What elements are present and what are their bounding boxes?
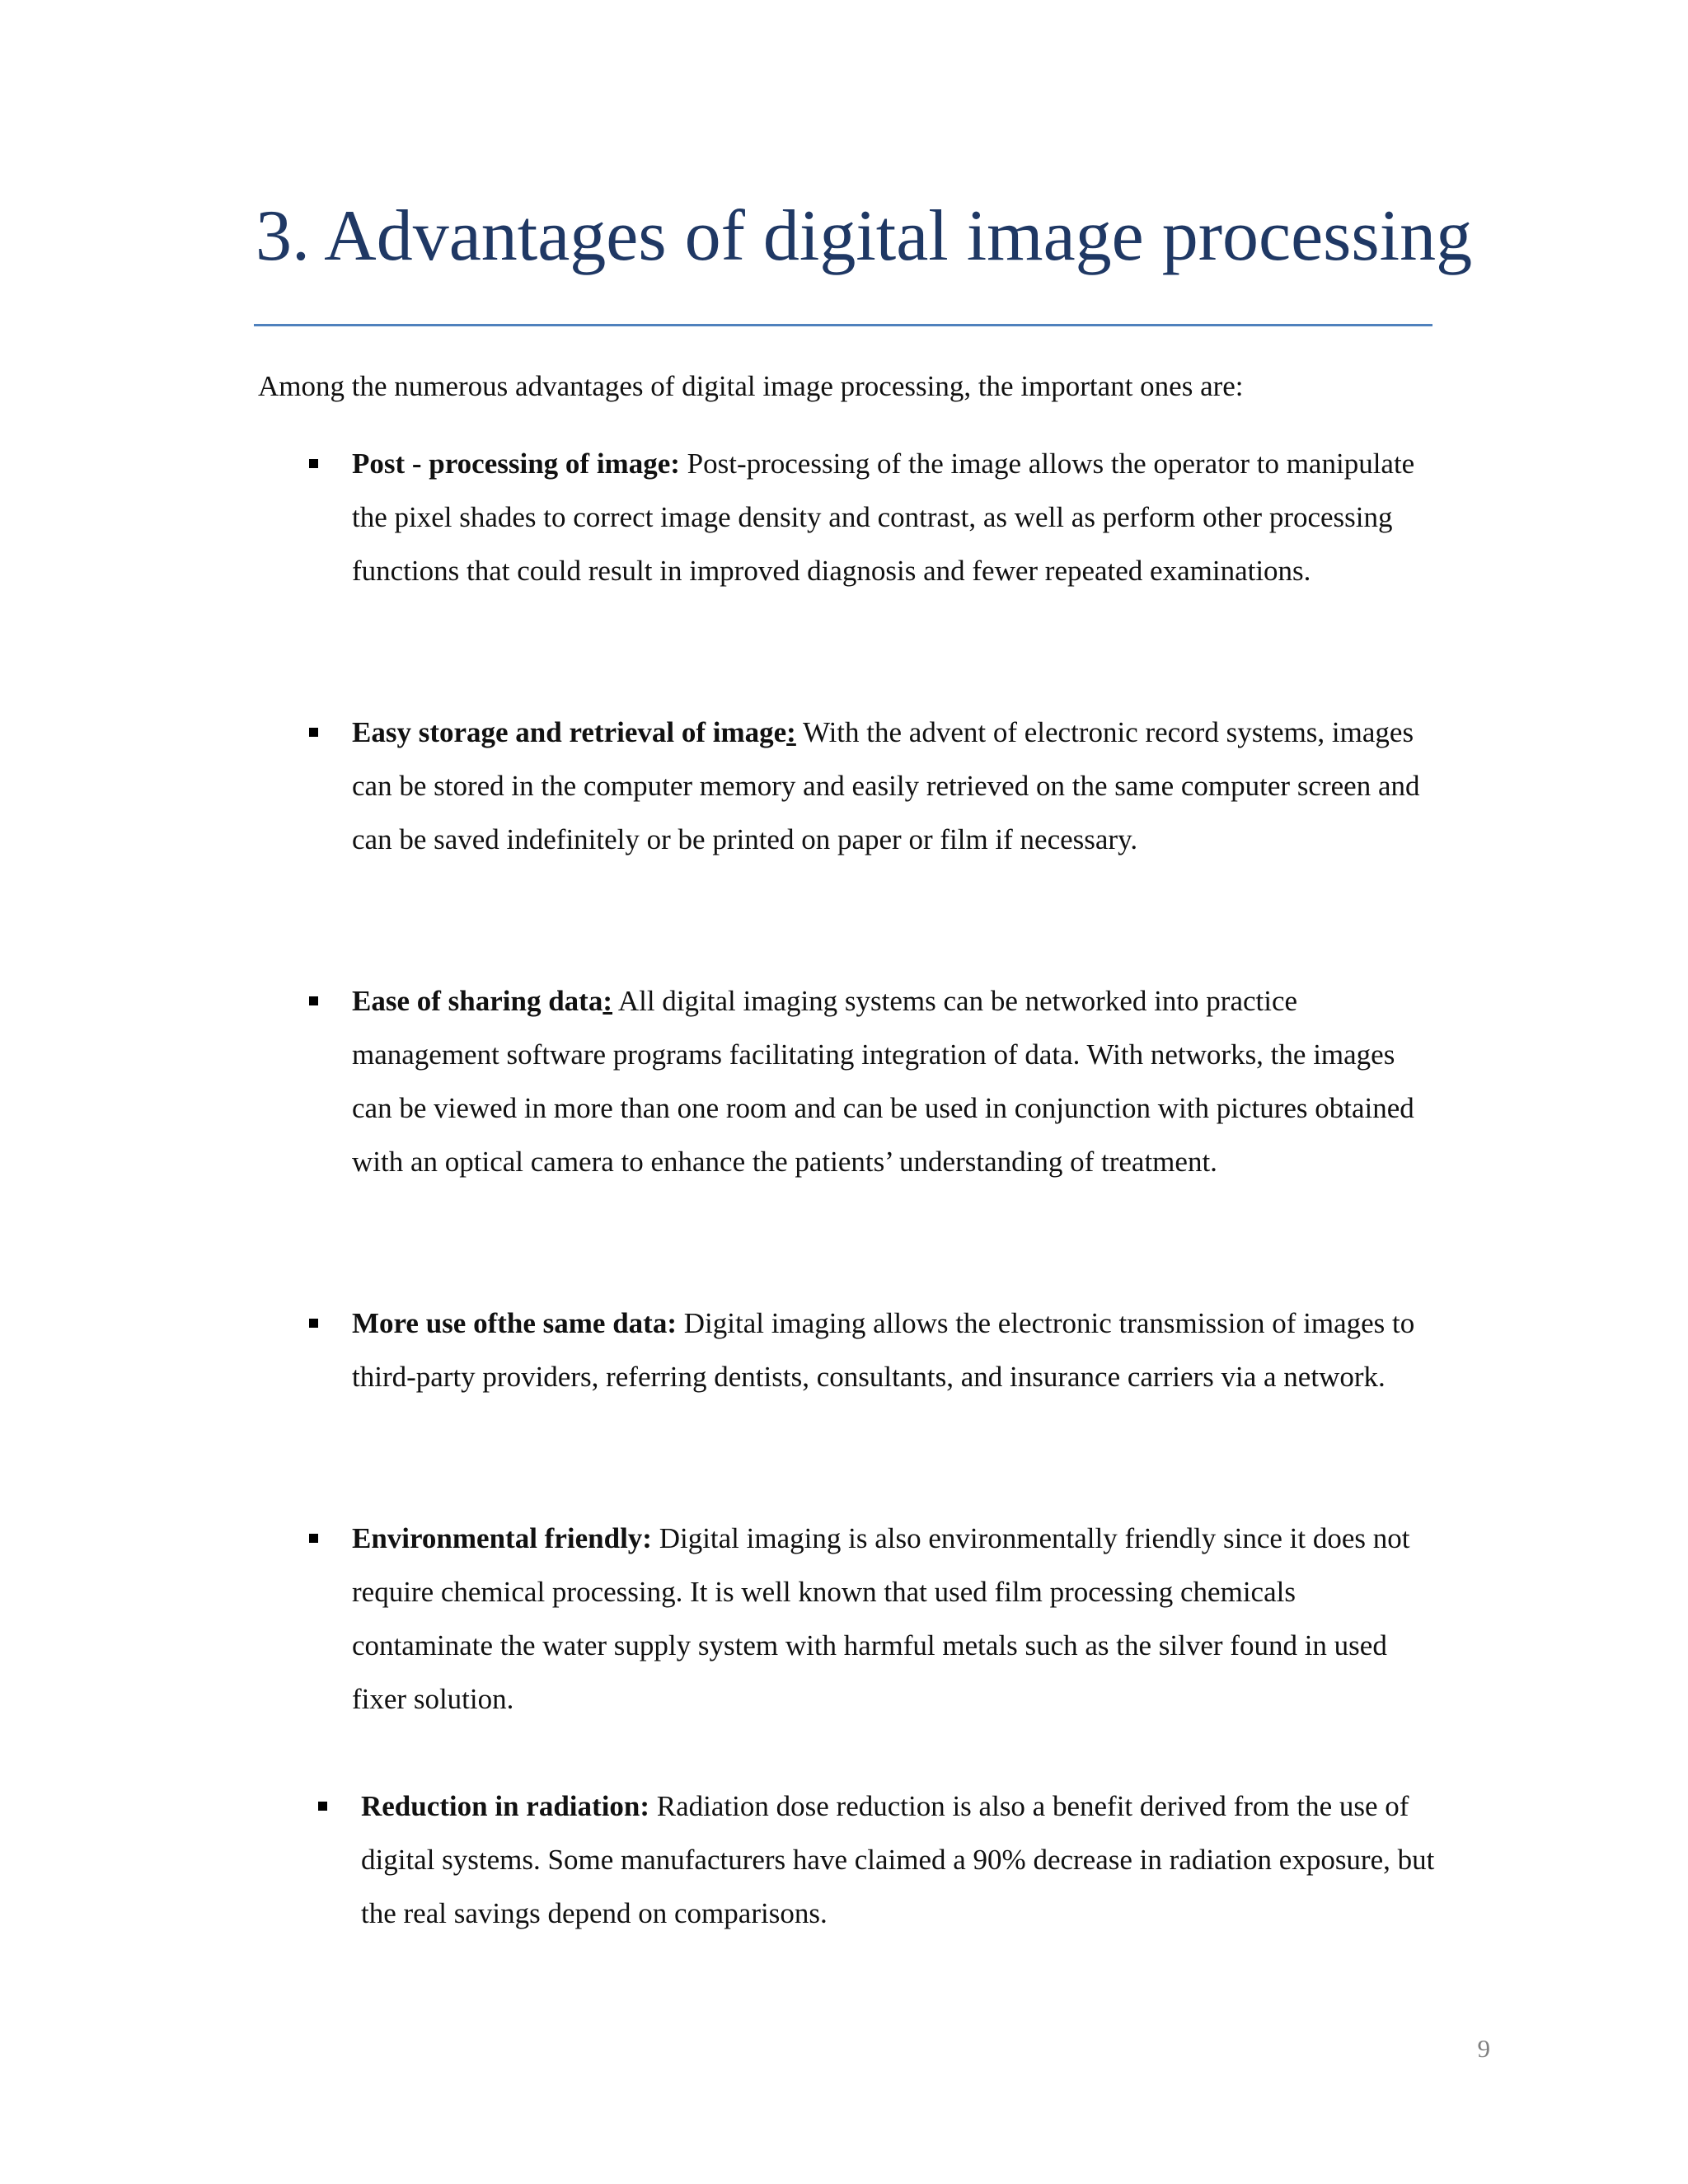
square-bullet-icon: [318, 1802, 327, 1811]
intro-paragraph: Among the numerous advantages of digital image processing, the important ones are:: [258, 370, 1244, 402]
item-title: Reduction in radiation:: [361, 1790, 650, 1822]
item-text: All digital imaging systems can be networked into practice management software programs facilitating integration of data. With networks, the images can be viewed in more than one room and can be used in conjunction with pictures obtained with an optical camera to enhance the patients’ understanding of treatment.: [352, 985, 1414, 1178]
list-item-more-use: [352, 1296, 1423, 1404]
list-item-environmental: [352, 1511, 1440, 1726]
item-text: Radiation dose reduction is also a benefit derived from the use of digital systems. Some manufacturers have claimed a 90% decrease in radiation exposure, but the real savings depend on comparisons.: [361, 1790, 1435, 1929]
square-bullet-icon: [309, 728, 318, 737]
square-bullet-icon: [309, 1534, 318, 1543]
list-item-post-processing: [352, 437, 1423, 598]
item-title-colon: :: [786, 716, 796, 748]
square-bullet-icon: [309, 996, 318, 1005]
section-heading: 3. Advantages of digital image processing: [256, 196, 1473, 276]
item-title: Easy storage and retrieval of image: [352, 716, 787, 748]
item-text: Post-processing of the image allows the operator to manipulate the pixel shades to correct image density and contrast, as well as perform other processing functions that could result in improved diagnosis and fewer repeated examinations.: [352, 448, 1415, 587]
square-bullet-icon: [309, 459, 318, 468]
item-title: More use ofthe same data:: [352, 1307, 677, 1339]
heading-divider: [254, 324, 1432, 326]
page-number: 9: [1477, 2034, 1490, 2063]
square-bullet-icon: [309, 1319, 318, 1328]
item-text: With the advent of electronic record systems, images can be stored in the computer memory and easily retrieved on the same computer screen and can be saved indefinitely or be printed on paper or film if necessary.: [352, 716, 1420, 855]
item-text: Digital imaging is also environmentally friendly since it does not require chemical processing. It is well known that used film processing chemicals contaminate the water supply system with harmful metals such as the silver found in used fixer solution.: [352, 1522, 1410, 1715]
item-text: Digital imaging allows the electronic transmission of images to third-party providers, referring dentists, consultants, and insurance carriers via a network.: [352, 1307, 1415, 1393]
list-item-radiation: [361, 1779, 1441, 1940]
list-item-storage-retrieval: [352, 705, 1423, 866]
item-title-colon: :: [603, 985, 612, 1017]
item-title: Ease of sharing data: [352, 985, 603, 1017]
item-title: Environmental friendly:: [352, 1522, 652, 1554]
list-item-sharing-data: [352, 974, 1423, 1188]
item-title: Post - processing of image:: [352, 448, 680, 480]
